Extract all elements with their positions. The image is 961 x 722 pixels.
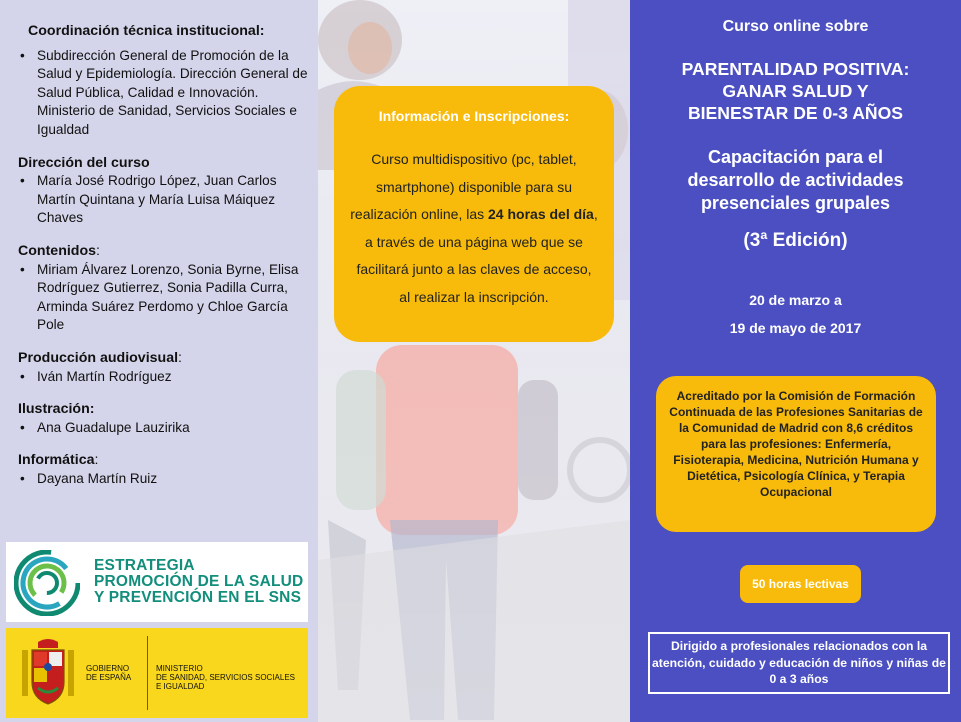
info-title: Información e Inscripciones: xyxy=(378,108,570,124)
target-audience-text: Dirigido a profesionales relacionados con la atención, cuidado y educación de niños y niñas de 0 a 3 años xyxy=(652,639,946,686)
course-title: PARENTALIDAD POSITIVA: GANAR SALUD Y BIENESTAR DE 0-3 AÑOS xyxy=(681,59,910,123)
strategy-logo xyxy=(6,542,308,622)
credits-list xyxy=(18,22,312,502)
credit-item: • Dayana Martín Ruiz xyxy=(18,470,312,489)
credits-section xyxy=(18,349,312,386)
info-registration-box xyxy=(334,86,614,342)
course-cover-panel xyxy=(630,0,961,722)
credit-item: • Iván Martín Rodríguez xyxy=(18,368,312,387)
credits-section xyxy=(18,242,312,335)
ministry-label: MINISTERIO DE SANIDAD, SERVICIOS SOCIALES E IGUALDAD xyxy=(156,664,296,691)
credit-item: • Miriam Álvarez Lorenzo, Sonia Byrne, Elisa Rodríguez Gutierrez, Sonia Padilla Curra, Arminda Suárez Perdomo y Chloe García Pole xyxy=(18,261,312,335)
accreditation-text: Acreditado por la Comisión de Formación Continuada de las Profesiones Sanitarias de la Comunidad de Madrid con 8,6 créditos para las profesiones: Enfermería, Fisioterapia, Medicina, Nutrición Humana y Dietética, Psicología Clínica, y Terapia Ocupacional xyxy=(669,389,923,499)
course-tagline: Capacitación para el desarrollo de actividades presenciales grupales xyxy=(687,147,904,213)
credit-item: • Subdirección General de Promoción de la Salud y Epidemiología. Dirección General de Salud Pública, Calidad e Innovación. Ministerio de Sanidad, Servicios Sociales e Igualdad xyxy=(18,47,312,140)
swirl-logo-icon xyxy=(14,550,80,616)
target-audience-box xyxy=(648,632,950,694)
credit-item: • Ana Guadalupe Lauzirika xyxy=(18,419,312,438)
credits-section xyxy=(18,451,312,488)
section-heading: Producción audiovisual: xyxy=(18,349,182,366)
course-subtitle: Curso online sobre xyxy=(722,18,869,35)
government-logo xyxy=(6,628,308,718)
credits-section xyxy=(18,22,312,140)
section-heading: Dirección del curso xyxy=(18,154,150,171)
accreditation-box xyxy=(656,376,936,532)
info-body: Curso multidispositivo (pc, tablet, smartphone) disponible para su realización online, las 24 horas del día, a través de una página web que se facilitará junto a las claves de acceso, al realizar la inscripción. xyxy=(350,151,598,305)
hours-badge: 50 horas lectivas xyxy=(740,565,861,603)
section-heading: Coordinación técnica institucional: xyxy=(28,23,265,39)
section-heading: Informática: xyxy=(18,452,99,469)
credit-item: • María José Rodrigo López, Juan Carlos Martín Quintana y María Luisa Máiquez Chaves xyxy=(18,172,312,228)
coat-of-arms-icon xyxy=(20,636,76,710)
date-end: 19 de mayo de 2017 xyxy=(729,320,862,336)
government-label: GOBIERNO DE ESPAÑA xyxy=(86,664,132,682)
logo-divider xyxy=(147,636,148,710)
credits-section xyxy=(18,400,312,437)
edition-label: (3ª Edición) xyxy=(743,230,848,251)
section-heading: Contenidos: xyxy=(18,242,100,259)
credits-panel xyxy=(0,0,318,722)
credits-section xyxy=(18,154,312,228)
section-heading: Ilustración: xyxy=(18,401,95,418)
date-start: 20 de marzo a xyxy=(749,292,842,308)
strategy-logo-text: ESTRATEGIA PROMOCIÓN DE LA SALUD Y PREVENCIÓN EN EL SNS xyxy=(94,557,304,606)
